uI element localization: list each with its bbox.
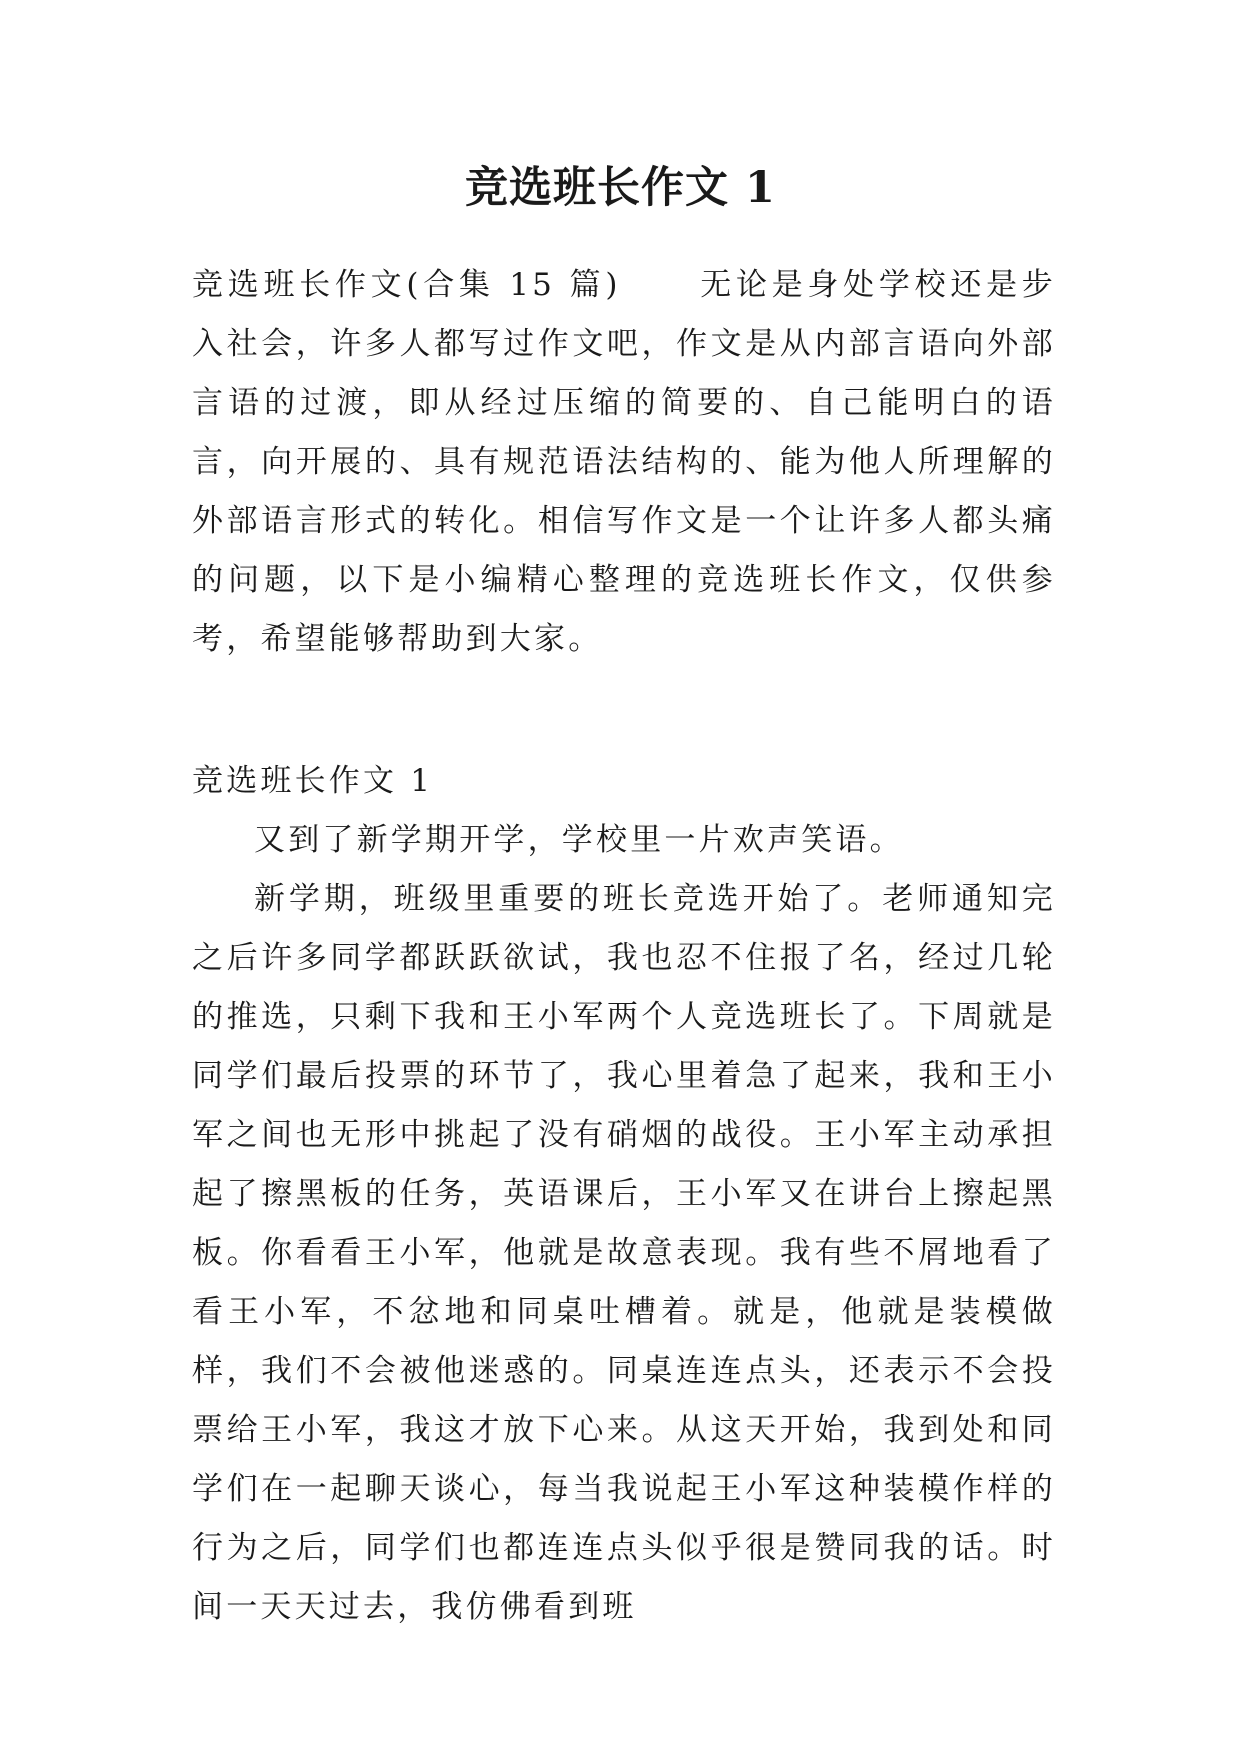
section-heading: 竞选班长作文 1 (192, 763, 434, 799)
document-title: 竞选班长作文 1 (465, 163, 776, 213)
intro-paragraph (192, 256, 1056, 669)
essay-paragraph: 又到了新学期开学，学校里一片欢声笑语。 (254, 822, 904, 858)
essay-paragraph: 新学期，班级里重要的班长竞选开始了。老师通知完之后许多同学都跃跃欲试，我也忍不住报了名，经过几轮的推选，只剩下我和王小军两个人竞选班长了。下周就是同学们最后投票的环节了，我心里着急了起来，我和王小军之间也无形中挑起了没有硝烟的战役。王小军主动承担起了擦黑板的任务，英语课后，王小军又在讲台上擦起黑板。你看看王小军，他就是故意表现。我有些不屑地看了看王小军，不忿地和同桌吐槽着。就是，他就是装模做样，我们不会被他迷惑的。同桌连连点头，还表示不会投票给王小军，我这才放下心来。从这天开始，我到处和同学们在一起聊天谈心，每当我说起王小军这种装模作样的行为之后，同学们也都连连点头似乎很是赞同我的话。时间一天天过去，我仿佛看到班 (192, 881, 1056, 1625)
essay-body (192, 811, 1056, 1637)
intro-lead: 竞选班长作文(合集 15 篇) (192, 267, 621, 303)
intro-text: 无论是身处学校还是步入社会，许多人都写过作文吧，作文是从内部言语向外部言语的过渡，即从经过压缩的简要的、自己能明白的语言，向开展的、具有规范语法结构的、能为他人所理解的外部语言形式的转化。相信写作文是一个让许多人都头痛的问题，以下是小编精心整理的竞选班长作文，仅供参考，希望能够帮助到大家。 (192, 267, 1057, 657)
